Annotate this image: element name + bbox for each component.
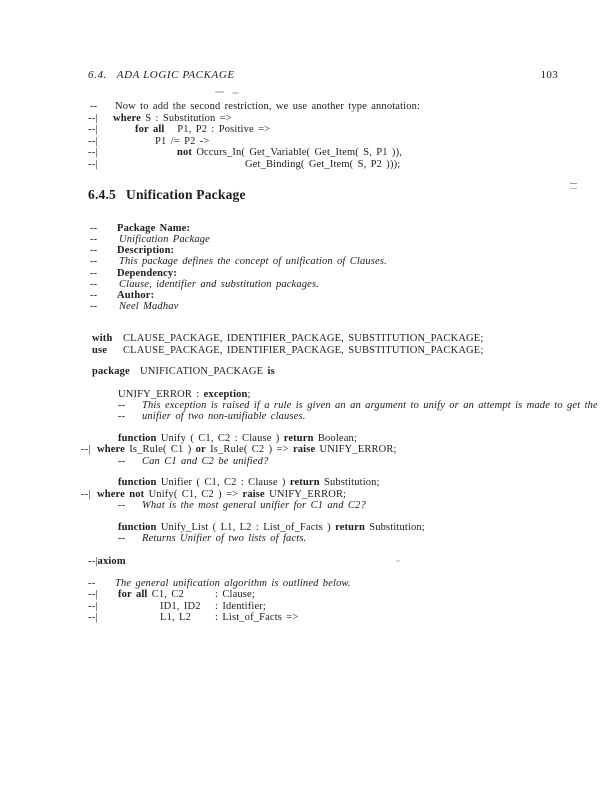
code-line: -- The general unification algorithm is outlined below. — [88, 577, 351, 589]
code-line: -- Clause, identifier and substitution packages. — [90, 278, 319, 290]
code-line: --| for all P1, P2 : Positive => — [88, 124, 271, 135]
code-line: --| Get_Binding( Get_Item( S, P2 ))); — [88, 158, 401, 170]
code-line: -- This exception is raised if a rule is given an an argument to unify or an attempt is made to get the — [118, 399, 598, 411]
code-line: --| not Occurs_In( Get_Variable( Get_Item( S, P1 )), — [88, 147, 402, 158]
section-heading-title: Unification Package — [126, 187, 246, 202]
code-line: function Unifier ( C1, C2 : Clause ) return Substitution; — [118, 477, 380, 488]
code-line: -- Returns Unifier of two lists of facts. — [118, 533, 307, 544]
code-line: --|axiom — [88, 556, 126, 567]
code-line: -- Package Name: — [90, 223, 191, 234]
code-line: --| for all C1, C2 : Clause; — [88, 589, 255, 600]
running-section-title: 6.4. ADA LOGIC PACKAGE — [88, 69, 235, 81]
code-line: -- What is the most general unifier for C1 and C2? — [118, 500, 366, 511]
code-line: -- Now to add the second restriction, we use another type annotation: — [90, 101, 421, 112]
code-line: function Unify ( C1, C2 : Clause ) return Boolean; — [118, 432, 357, 444]
code-line: --| where S : Substitution => — [88, 112, 232, 124]
code-line: UNIFY_ERROR : exception; — [118, 388, 251, 400]
code-line: --| P1 /= P2 -> — [88, 135, 210, 147]
page-number: 103 — [540, 69, 558, 81]
code-line: -- Unification Package — [90, 234, 210, 246]
code-line: -- Description: — [90, 245, 175, 257]
code-line: --| where not Unify( C1, C2 ) => raise UNIFY_ERROR; — [81, 488, 347, 500]
code-line: -- unifier of two non-unifiable clauses. — [118, 411, 306, 422]
code-line: -- Can C1 and C2 be unified? — [118, 455, 269, 467]
code-line: -- This package defines the concept of unification of Clauses. — [90, 256, 387, 268]
code-line: -- Dependency: — [90, 267, 177, 279]
code-line: -- Neel Madhav — [90, 300, 179, 312]
section-heading-number: 6.4.5 — [88, 187, 116, 202]
code-line: --| L1, L2 : List_of_Facts => — [88, 612, 299, 623]
code-line: with CLAUSE_PACKAGE, IDENTIFIER_PACKAGE, SUBSTITUTION_PACKAGE; — [92, 333, 484, 344]
code-line: -- Author: — [90, 289, 155, 301]
code-line: --| ID1, ID2 : Identifier; — [88, 600, 266, 612]
code-line: --| where Is_Rule( C1 ) or Is_Rule( C2 ) => raise UNIFY_ERROR; — [81, 444, 397, 455]
code-line: package UNIFICATION_PACKAGE is — [92, 366, 275, 377]
code-line: use CLAUSE_PACKAGE, IDENTIFIER_PACKAGE, SUBSTITUTION_PACKAGE; — [92, 344, 484, 356]
code-line: function Unify_List ( L1, L2 : List_of_Facts ) return Substitution; — [118, 521, 425, 533]
